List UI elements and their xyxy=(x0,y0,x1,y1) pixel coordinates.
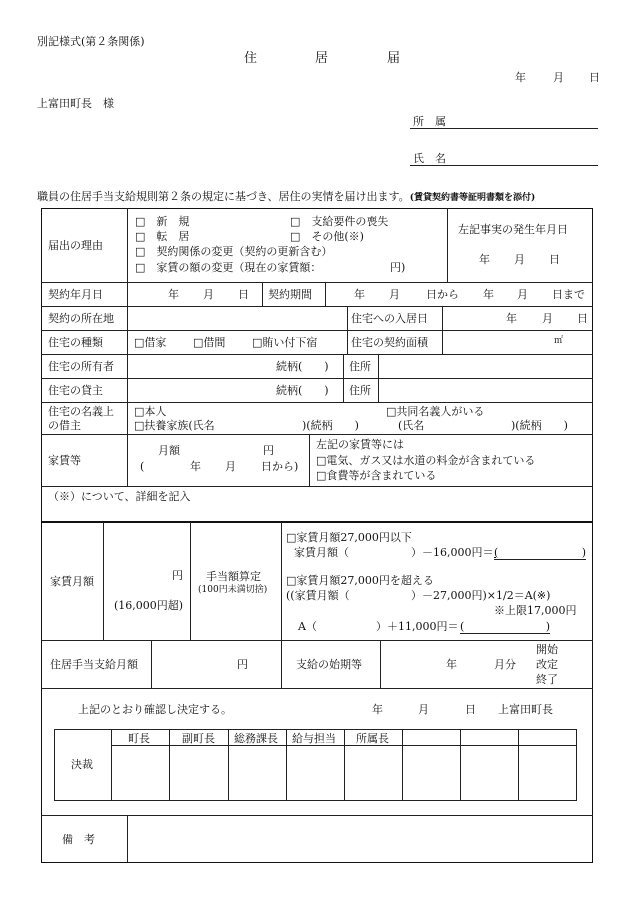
rent-label: 家賃等 xyxy=(48,454,81,467)
rent-includes-intro: 左記の家賃等には xyxy=(316,438,404,451)
lender-relation: 続柄( ) xyxy=(276,384,329,397)
approver-payroll: 給与担当 xyxy=(292,732,336,745)
lender-label: 住宅の貸主 xyxy=(48,384,103,397)
rent-since-month: 月 xyxy=(225,460,236,473)
col-sep xyxy=(151,640,152,688)
occurrence-label: 左記事実の発生年月日 xyxy=(458,223,568,236)
status-revise[interactable]: 改定 xyxy=(536,658,558,671)
rent-since-year: 年 xyxy=(190,460,201,473)
col-sep xyxy=(309,434,310,486)
period-to-year: 年 xyxy=(483,288,494,301)
area-label: 住宅の契約面積 xyxy=(351,336,428,349)
case2-formula-b: ）－27,000円)×1/2＝A(※) xyxy=(411,589,551,602)
reason-move-checkbox[interactable]: □ 転 居 xyxy=(135,230,190,243)
row-sep xyxy=(41,378,593,379)
co-nominee-name: (氏名 xyxy=(398,419,425,432)
decision-day: 日 xyxy=(465,703,476,716)
stamp-box-deputy[interactable] xyxy=(170,746,228,800)
case2-cap: ※上限17,000円 xyxy=(494,604,577,617)
period-to-day: 日まで xyxy=(552,288,585,301)
frame-bottom xyxy=(41,862,593,863)
payment-yen: 円 xyxy=(237,658,248,671)
rent-since-open: ( xyxy=(140,460,145,473)
movein-year: 年 xyxy=(506,312,517,325)
affiliation-field[interactable] xyxy=(410,128,598,129)
occurrence-day: 日 xyxy=(549,253,560,266)
lender-address-label: 住所 xyxy=(349,384,371,397)
status-end[interactable]: 終了 xyxy=(536,673,558,686)
owner-address-label: 住所 xyxy=(349,360,371,373)
col-sep xyxy=(262,282,263,306)
case2-formula-c: A（ xyxy=(298,620,317,633)
decision-year: 年 xyxy=(372,703,383,716)
approver-mayor: 町長 xyxy=(128,732,150,745)
case1-blank-l: ( xyxy=(494,546,499,559)
nominee-label-2: の借主 xyxy=(48,419,81,432)
case2-formula-a: ((家賃月額（ xyxy=(286,589,350,602)
reason-new-checkbox[interactable]: □ 新 規 xyxy=(135,215,190,228)
row-sep xyxy=(41,306,593,307)
decision-month: 月 xyxy=(418,703,429,716)
header-month: 月 xyxy=(553,71,564,84)
case2-underline xyxy=(460,633,550,634)
col-sep xyxy=(447,208,448,282)
approval-col xyxy=(460,729,461,800)
calc-sub: (100円未満切捨) xyxy=(198,585,268,595)
row-sep xyxy=(41,402,593,403)
movein-day: 日 xyxy=(577,312,588,325)
reason-rent-yen: 円) xyxy=(390,261,406,274)
case2-blank-l: ( xyxy=(460,620,465,633)
header-day: 日 xyxy=(589,71,600,84)
nominee-family-checkbox[interactable]: □扶養家族(氏名 xyxy=(134,419,215,432)
case2-checkbox[interactable]: □家賃月額27,000円を超える xyxy=(286,574,434,587)
type-label: 住宅の種類 xyxy=(48,336,103,349)
row-sep xyxy=(41,434,593,435)
monthly-rent-label: 家賃月額 xyxy=(50,575,94,588)
case1-formula-b: ）－16,000円＝ xyxy=(411,546,494,559)
name-label: 氏 名 xyxy=(413,152,446,165)
contract-period-label: 契約期間 xyxy=(268,288,312,301)
approval-bottom xyxy=(54,800,577,801)
addressee: 上富田町長 様 xyxy=(37,97,114,110)
col-sep xyxy=(127,208,128,486)
contract-year: 年 xyxy=(168,288,179,301)
reason-rent-change-checkbox[interactable]: □ 家賃の額の変更（現在の家賃額： xyxy=(135,261,322,274)
owner-label: 住宅の所有者 xyxy=(48,360,114,373)
owner-relation: 続柄( ) xyxy=(276,360,329,373)
intro-note: (賃貸契約書等証明書類を添付) xyxy=(409,193,536,203)
payment-monthly-label: 住居手当支給月額 xyxy=(50,658,138,671)
rent-utility-checkbox[interactable]: □電気、ガス又は水道の料金が含まれている xyxy=(316,454,536,467)
approval-col xyxy=(54,729,55,800)
form-number: 別記様式(第２条関係) xyxy=(37,35,145,48)
payment-start-label: 支給の始期等 xyxy=(296,658,362,671)
movein-month: 月 xyxy=(542,312,553,325)
decision-mayor: 上富田町長 xyxy=(498,703,553,716)
intro-text xyxy=(37,191,535,203)
case1-result-field[interactable] xyxy=(494,547,586,558)
row-sep xyxy=(41,282,593,283)
title-char-2: 居 xyxy=(315,51,329,66)
stamp-box-department[interactable] xyxy=(345,746,402,800)
period-to-month: 月 xyxy=(517,288,528,301)
location-label: 契約の所在地 xyxy=(48,312,114,325)
rent-monthly: 月額 xyxy=(158,444,180,457)
area-unit: ㎡ xyxy=(554,336,564,346)
nominee-label-1: 住宅の名義上 xyxy=(48,405,114,418)
type-boarding-checkbox[interactable]: □賄い付下宿 xyxy=(252,336,318,349)
case1-blank-r: ) xyxy=(581,546,586,559)
payment-month-part: 月分 xyxy=(494,658,516,671)
stamp-box-general-affairs[interactable] xyxy=(229,746,286,800)
occurrence-year: 年 xyxy=(479,253,490,266)
payment-year: 年 xyxy=(446,658,457,671)
co-nominee-relation: )(続柄 ) xyxy=(511,419,568,432)
header-year: 年 xyxy=(515,71,526,84)
period-from-month: 月 xyxy=(389,288,400,301)
col-sep xyxy=(281,640,282,688)
approver-deputy: 副町長 xyxy=(182,732,215,745)
nominee-self-checkbox[interactable]: □本人 xyxy=(134,405,167,418)
name-field[interactable] xyxy=(410,165,598,166)
approver-general-affairs: 総務課長 xyxy=(234,732,278,745)
decision-text: 上記のとおり確認し決定する。 xyxy=(78,703,232,716)
approval-col xyxy=(518,729,519,800)
remarks-label: 備 考 xyxy=(62,833,95,846)
col-sep xyxy=(380,640,381,688)
reason-lost-checkbox[interactable]: □ 支給要件の喪失 xyxy=(290,215,389,228)
col-sep xyxy=(378,354,379,402)
col-sep xyxy=(103,522,104,640)
type-room-checkbox[interactable]: □借間 xyxy=(193,336,226,349)
calc-label: 手当額算定 xyxy=(206,570,261,583)
intro-main: 職員の住居手当支給規則第２条の規定に基づき、居住の実情を届け出ます。 xyxy=(37,190,410,203)
reason-label: 届出の理由 xyxy=(48,239,103,252)
note-detail: （※）について、詳細を記入 xyxy=(48,490,191,503)
occurrence-month: 月 xyxy=(514,253,525,266)
row-sep xyxy=(41,354,593,355)
monthly-rent-over: (16,000円超) xyxy=(114,599,184,612)
movein-label: 住宅への入居日 xyxy=(351,312,428,325)
title-char-3: 届 xyxy=(387,51,401,66)
contract-date-label: 契約年月日 xyxy=(48,288,103,301)
col-sep xyxy=(442,306,443,354)
approval-col xyxy=(576,729,577,800)
approval-col xyxy=(402,729,403,800)
affiliation-label: 所 属 xyxy=(413,115,446,128)
remarks-field[interactable] xyxy=(128,816,592,862)
col-sep xyxy=(190,522,191,640)
case2-formula-d: ）＋11,000円＝ xyxy=(376,620,459,633)
case1-underline xyxy=(494,559,586,560)
approval-top xyxy=(54,729,577,730)
rent-yen: 円 xyxy=(263,444,274,457)
case1-checkbox[interactable]: □家賃月額27,000円以下 xyxy=(286,531,412,544)
case2-result-field[interactable] xyxy=(460,621,550,632)
status-start[interactable]: 開始 xyxy=(536,643,558,656)
title-char-1: 住 xyxy=(244,51,258,66)
col-sep xyxy=(281,522,282,640)
approval-label: 決裁 xyxy=(71,758,93,771)
period-from-day: 日から xyxy=(426,288,459,301)
frame-top xyxy=(41,208,593,209)
col-sep xyxy=(343,354,344,402)
row-sep xyxy=(41,688,593,689)
reason-contract-change-checkbox[interactable]: □ 契約関係の変更（契約の更新含む） xyxy=(135,245,333,258)
reason-other-checkbox[interactable]: □ その他(※) xyxy=(290,230,364,243)
row-sep xyxy=(41,640,593,641)
row-sep xyxy=(41,330,593,331)
col-sep xyxy=(325,282,326,306)
case2-blank-r: ) xyxy=(545,620,550,633)
case1-formula-a: 家賃月額（ xyxy=(294,546,349,559)
co-nominee-checkbox[interactable]: □共同名義人がいる xyxy=(386,405,485,418)
approver-department: 所属長 xyxy=(356,732,389,745)
col-sep xyxy=(347,306,348,354)
contract-month: 月 xyxy=(203,288,214,301)
type-house-checkbox[interactable]: □借家 xyxy=(134,336,167,349)
row-sep-thick xyxy=(41,521,593,523)
row-sep xyxy=(41,486,593,487)
stamp-box-payroll[interactable] xyxy=(287,746,344,800)
nominee-family-relation: )(続柄 ) xyxy=(302,419,359,432)
rent-meal-checkbox[interactable]: □食費等が含まれている xyxy=(316,469,437,482)
rent-since-day: 日から) xyxy=(261,460,299,473)
stamp-box-mayor[interactable] xyxy=(112,746,169,800)
monthly-rent-yen: 円 xyxy=(172,569,183,582)
period-from-year: 年 xyxy=(354,288,365,301)
contract-day: 日 xyxy=(238,288,249,301)
